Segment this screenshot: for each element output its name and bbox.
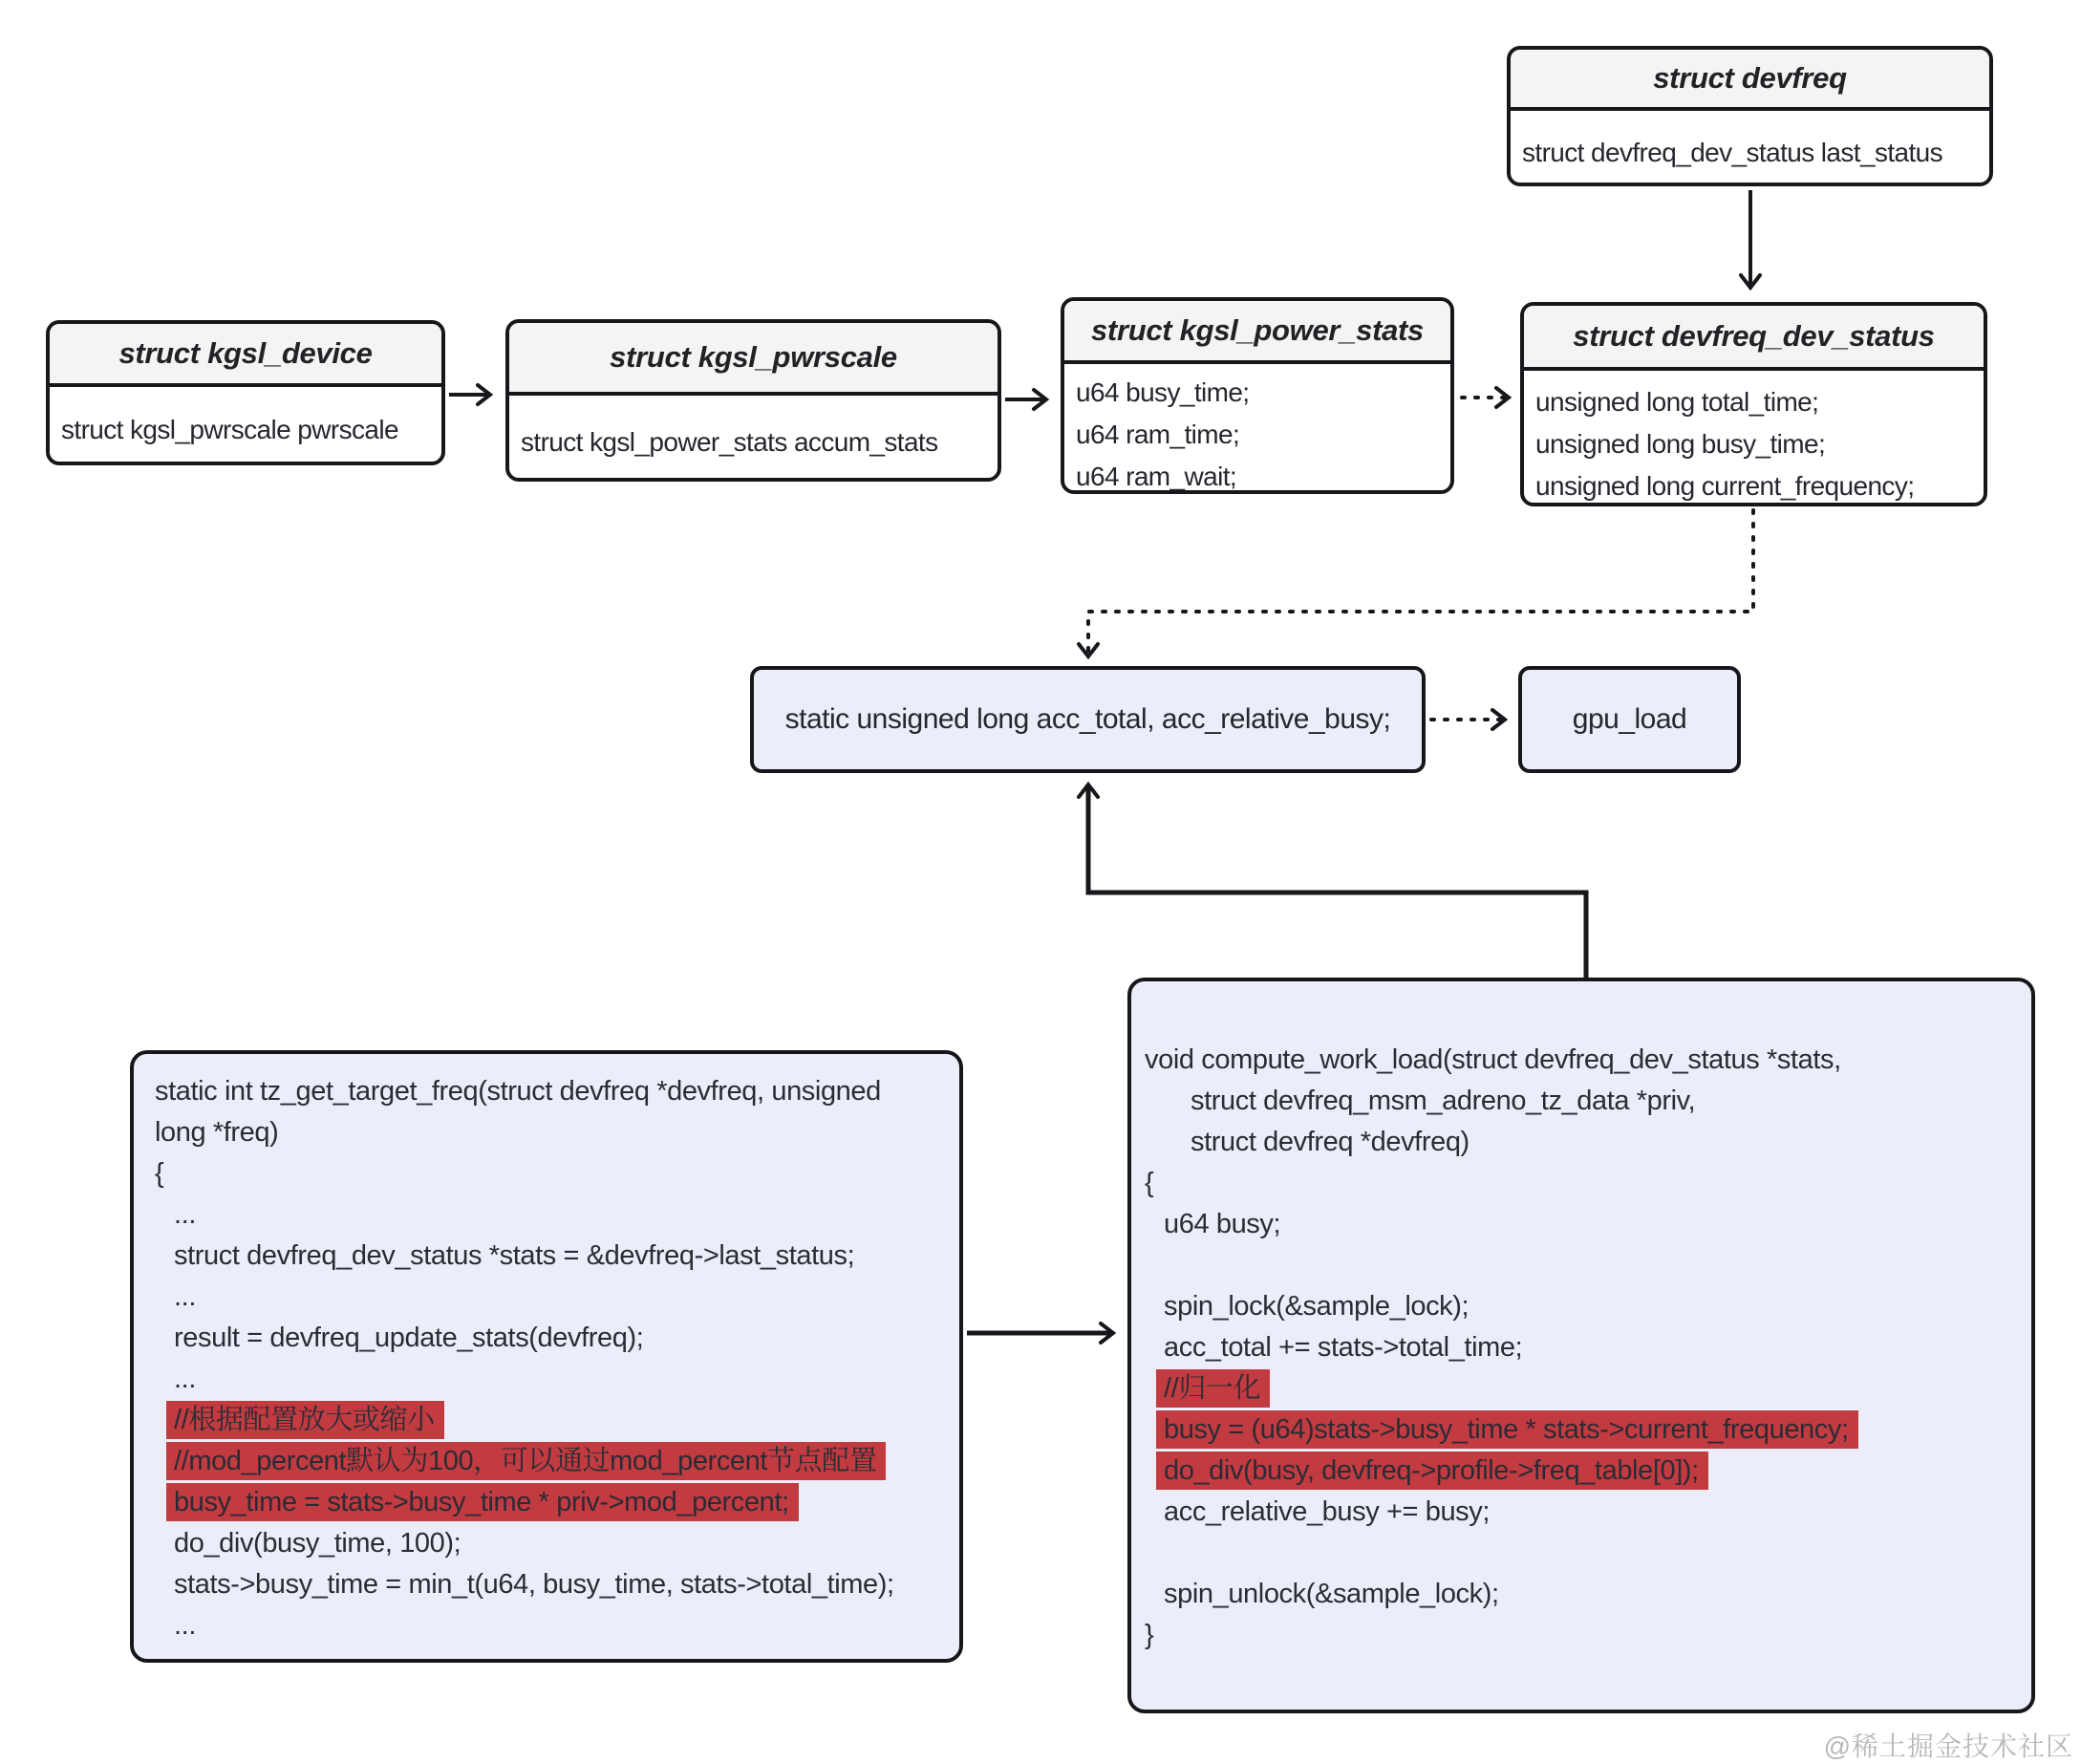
code-line-highlighted [1145, 1368, 2018, 1409]
struct-box-devfreq-dev-status [1520, 302, 1987, 506]
code-line: ... [174, 1610, 196, 1641]
gpu-load-node [1518, 666, 1741, 773]
struct-kgsl-power-stats-title: struct kgsl_power_stats [1064, 301, 1450, 364]
dotted-arrow-devstatus-to-accvars [1088, 510, 1753, 656]
struct-devfreq-title: struct devfreq [1511, 50, 1989, 111]
code-line-highlighted [155, 1400, 944, 1441]
struct-kgsl-device-title: struct kgsl_device [50, 324, 441, 387]
code-line: u64 busy; [1164, 1209, 1281, 1239]
code-line-highlighted [1145, 1409, 2018, 1451]
highlight-comment-mod-percent: //mod_percent默认为100，可以通过mod_percent节点配置 [166, 1442, 886, 1480]
code-line: ... [174, 1281, 196, 1312]
highlight-comment-scale: //根据配置放大或缩小 [166, 1401, 444, 1439]
code-line: ... [174, 1364, 196, 1394]
struct-box-kgsl-power-stats [1061, 297, 1454, 494]
struct-kgsl-power-stats-field: u64 ram_time; [1076, 419, 1240, 449]
code-line-blank [1145, 1533, 2018, 1574]
code-line: { [1145, 1168, 1154, 1198]
code-block-compute-work-load [1127, 978, 2035, 1713]
code-line: result = devfreq_update_stats(devfreq); [174, 1323, 644, 1353]
struct-devfreq-field: struct devfreq_dev_status last_status [1522, 137, 1943, 167]
struct-kgsl-pwrscale-field: struct kgsl_power_stats accum_stats [521, 427, 938, 457]
code-line: long *freq) [155, 1117, 279, 1148]
struct-kgsl-power-stats-field: u64 busy_time; [1076, 377, 1250, 407]
code-line: spin_unlock(&sample_lock); [1164, 1579, 1499, 1609]
code-line: } [1145, 1620, 1154, 1650]
struct-devfreq-dev-status-field: unsigned long total_time; [1535, 387, 1819, 417]
struct-kgsl-power-stats-field: u64 ram_wait; [1076, 462, 1237, 491]
highlight-do-div: do_div(busy, devfreq->profile->freq_table[0]); [1156, 1452, 1708, 1490]
struct-devfreq-dev-status-title: struct devfreq_dev_status [1524, 306, 1984, 371]
code-line: acc_relative_busy += busy; [1164, 1496, 1491, 1527]
struct-kgsl-device-field: struct kgsl_pwrscale pwrscale [61, 415, 398, 444]
gpu-load-label: gpu_load [1572, 703, 1687, 735]
highlight-comment-normalize: //归一化 [1156, 1369, 1270, 1408]
code-line: struct devfreq_msm_adreno_tz_data *priv, [1191, 1086, 1696, 1116]
code-line-highlighted [155, 1441, 944, 1482]
struct-kgsl-pwrscale-title: struct kgsl_pwrscale [509, 323, 998, 396]
struct-box-kgsl-pwrscale [505, 319, 1001, 482]
code-line: struct devfreq *devfreq) [1191, 1127, 1470, 1157]
acc-vars-label: static unsigned long acc_total, acc_relative_busy; [784, 703, 1391, 735]
code-line: acc_total += stats->total_time; [1164, 1332, 1523, 1363]
struct-devfreq-dev-status-field: unsigned long current_frequency; [1535, 471, 1915, 501]
struct-devfreq-dev-status-field: unsigned long busy_time; [1535, 429, 1826, 459]
code-line: { [155, 1158, 164, 1189]
code-line: struct devfreq_dev_status *stats = &devfreq->last_status; [174, 1240, 855, 1271]
code-line: ... [174, 1199, 196, 1230]
highlight-busy-time-calc: busy_time = stats->busy_time * priv->mod_percent; [166, 1483, 799, 1521]
code-block-tz-get-target-freq [130, 1050, 963, 1663]
watermark: @稀土掘金技术社区 [1823, 1732, 2073, 1761]
struct-box-kgsl-device [46, 320, 445, 465]
code-line-highlighted [1145, 1451, 2018, 1492]
code-line: spin_lock(&sample_lock); [1164, 1291, 1470, 1322]
struct-box-devfreq [1507, 46, 1993, 186]
code-line-blank [1145, 1245, 2018, 1286]
acc-vars-node [750, 666, 1426, 773]
arrow-computeworkload-to-accvars [1088, 785, 1586, 978]
code-line: stats->busy_time = min_t(u64, busy_time, stats->total_time); [174, 1569, 894, 1600]
code-line: void compute_work_load(struct devfreq_dev_status *stats, [1145, 1044, 1841, 1075]
highlight-busy-calc: busy = (u64)stats->busy_time * stats->current_frequency; [1156, 1410, 1858, 1449]
code-line: static int tz_get_target_freq(struct devfreq *devfreq, unsigned [155, 1076, 881, 1107]
code-line-highlighted [155, 1482, 944, 1523]
code-line: do_div(busy_time, 100); [174, 1528, 461, 1559]
